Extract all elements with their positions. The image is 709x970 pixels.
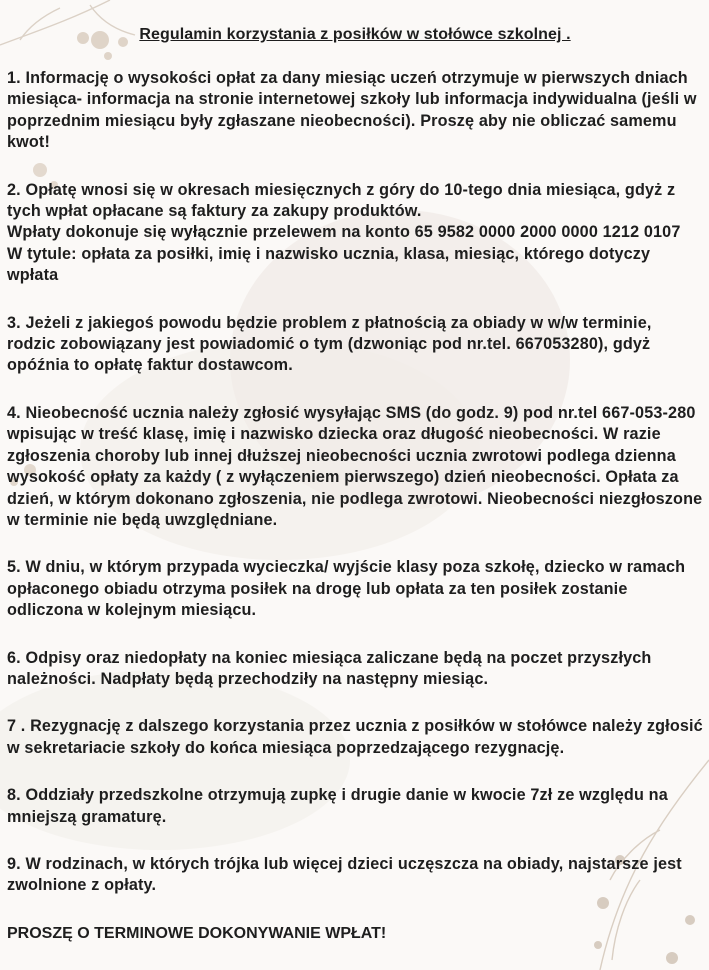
paragraph-text: 9. W rodzinach, w których trójka lub więcej dzieci uczęszcza na obiady, najstarsze jest zwolnione z opłaty. — [7, 854, 682, 895]
document-title: Regulamin korzystania z posiłków w stołówce szkolnej . — [139, 26, 571, 43]
regulation-item-5 — [7, 557, 703, 621]
paragraph-text: 3. Jeżeli z jakiegoś powodu będzie problem z płatnością za obiady w w/w terminie, rodzic zobowiązany jest powiadomić o tym (dzwoniąc pod nr.tel. 667053280), gdyż opóźnia to opłatę faktur dostawcom. — [7, 313, 652, 375]
paragraph-text: 8. Oddziały przedszkolne otrzymują zupkę i drugie danie w kwocie 7zł ze względu na mniejszą gramaturę. — [7, 786, 668, 826]
transfer-title-text: W tytule: opłata za posiłki, imię i nazwisko ucznia, klasa, miesiąc, którego dotyczy wpłata — [7, 244, 651, 285]
regulation-item-1 — [7, 68, 703, 154]
regulation-item-3 — [7, 313, 703, 377]
paragraph-text: 2. Opłatę wnosi się w okresach miesięcznych z góry do 10-tego dnia miesiąca, gdyż z tych wpłat opłacane są faktury za zakupy produktów. — [7, 180, 676, 221]
regulations-document — [7, 26, 703, 944]
regulation-item-4 — [7, 403, 703, 531]
paragraph-text: 6. Odpisy oraz niedopłaty na koniec miesiąca zaliczane będą na poczet przyszłych należności. Nadpłaty będą przechodziły na następny miesiąc. — [7, 648, 652, 688]
closing-notice: PROSZĘ O TERMINOWE DOKONYWANIE WPŁAT! — [7, 924, 387, 942]
regulation-item-8 — [7, 785, 703, 828]
paragraph-text: 4. Nieobecność ucznia należy zgłosić wysyłając SMS (do godz. 9) pod nr.tel 667-053-280 wpisując w treść klasę, imię i nazwisko dziecka oraz długość nieobecności. W razie zgłoszenia choroby lub innej dłuższej nieobecności ucznia zwrotowi podlega dzienna wysokość opłaty za każdy ( z wyłączeniem pierwszego) dzień nieobecności. Opłata za dzień, w którym dokonano zgłoszenia, nie podlega zwrotowi. Nieobecności niezgłoszone w terminie nie będą uwzględniane. — [7, 403, 703, 529]
regulation-item-7 — [7, 716, 703, 759]
bank-account-text: Wpłaty dokonuje się wyłącznie przelewem na konto 65 9582 0000 2000 0000 1212 0107 — [7, 223, 681, 242]
regulation-item-9 — [7, 854, 703, 897]
paragraph-text: 5. W dniu, w którym przypada wycieczka/ wyjście klasy poza szkołę, dziecko w ramach opłaconego obiadu otrzyma posiłek na drogę lub opłata za ten posiłek zostanie odliczona w kolejnym miesiącu. — [7, 558, 686, 620]
regulation-item-6 — [7, 648, 703, 691]
paragraph-text: 1. Informację o wysokości opłat za dany miesiąc uczeń otrzymuje w pierwszych dniach miesiąca- informacja na stronie internetowej szkoły lub informacja indywidualna (jeśli w poprzednim miesiącu były zgłaszane nieobecności). Proszę aby nie obliczać samemu kwot! — [7, 69, 697, 152]
regulation-item-2 — [7, 180, 703, 287]
paragraph-text: 7 . Rezygnację z dalszego korzystania przez ucznia z posiłków w stołówce należy zgłosić w sekretariacie szkoły do końca miesiąca poprzedzającego rezygnację. — [7, 717, 703, 757]
